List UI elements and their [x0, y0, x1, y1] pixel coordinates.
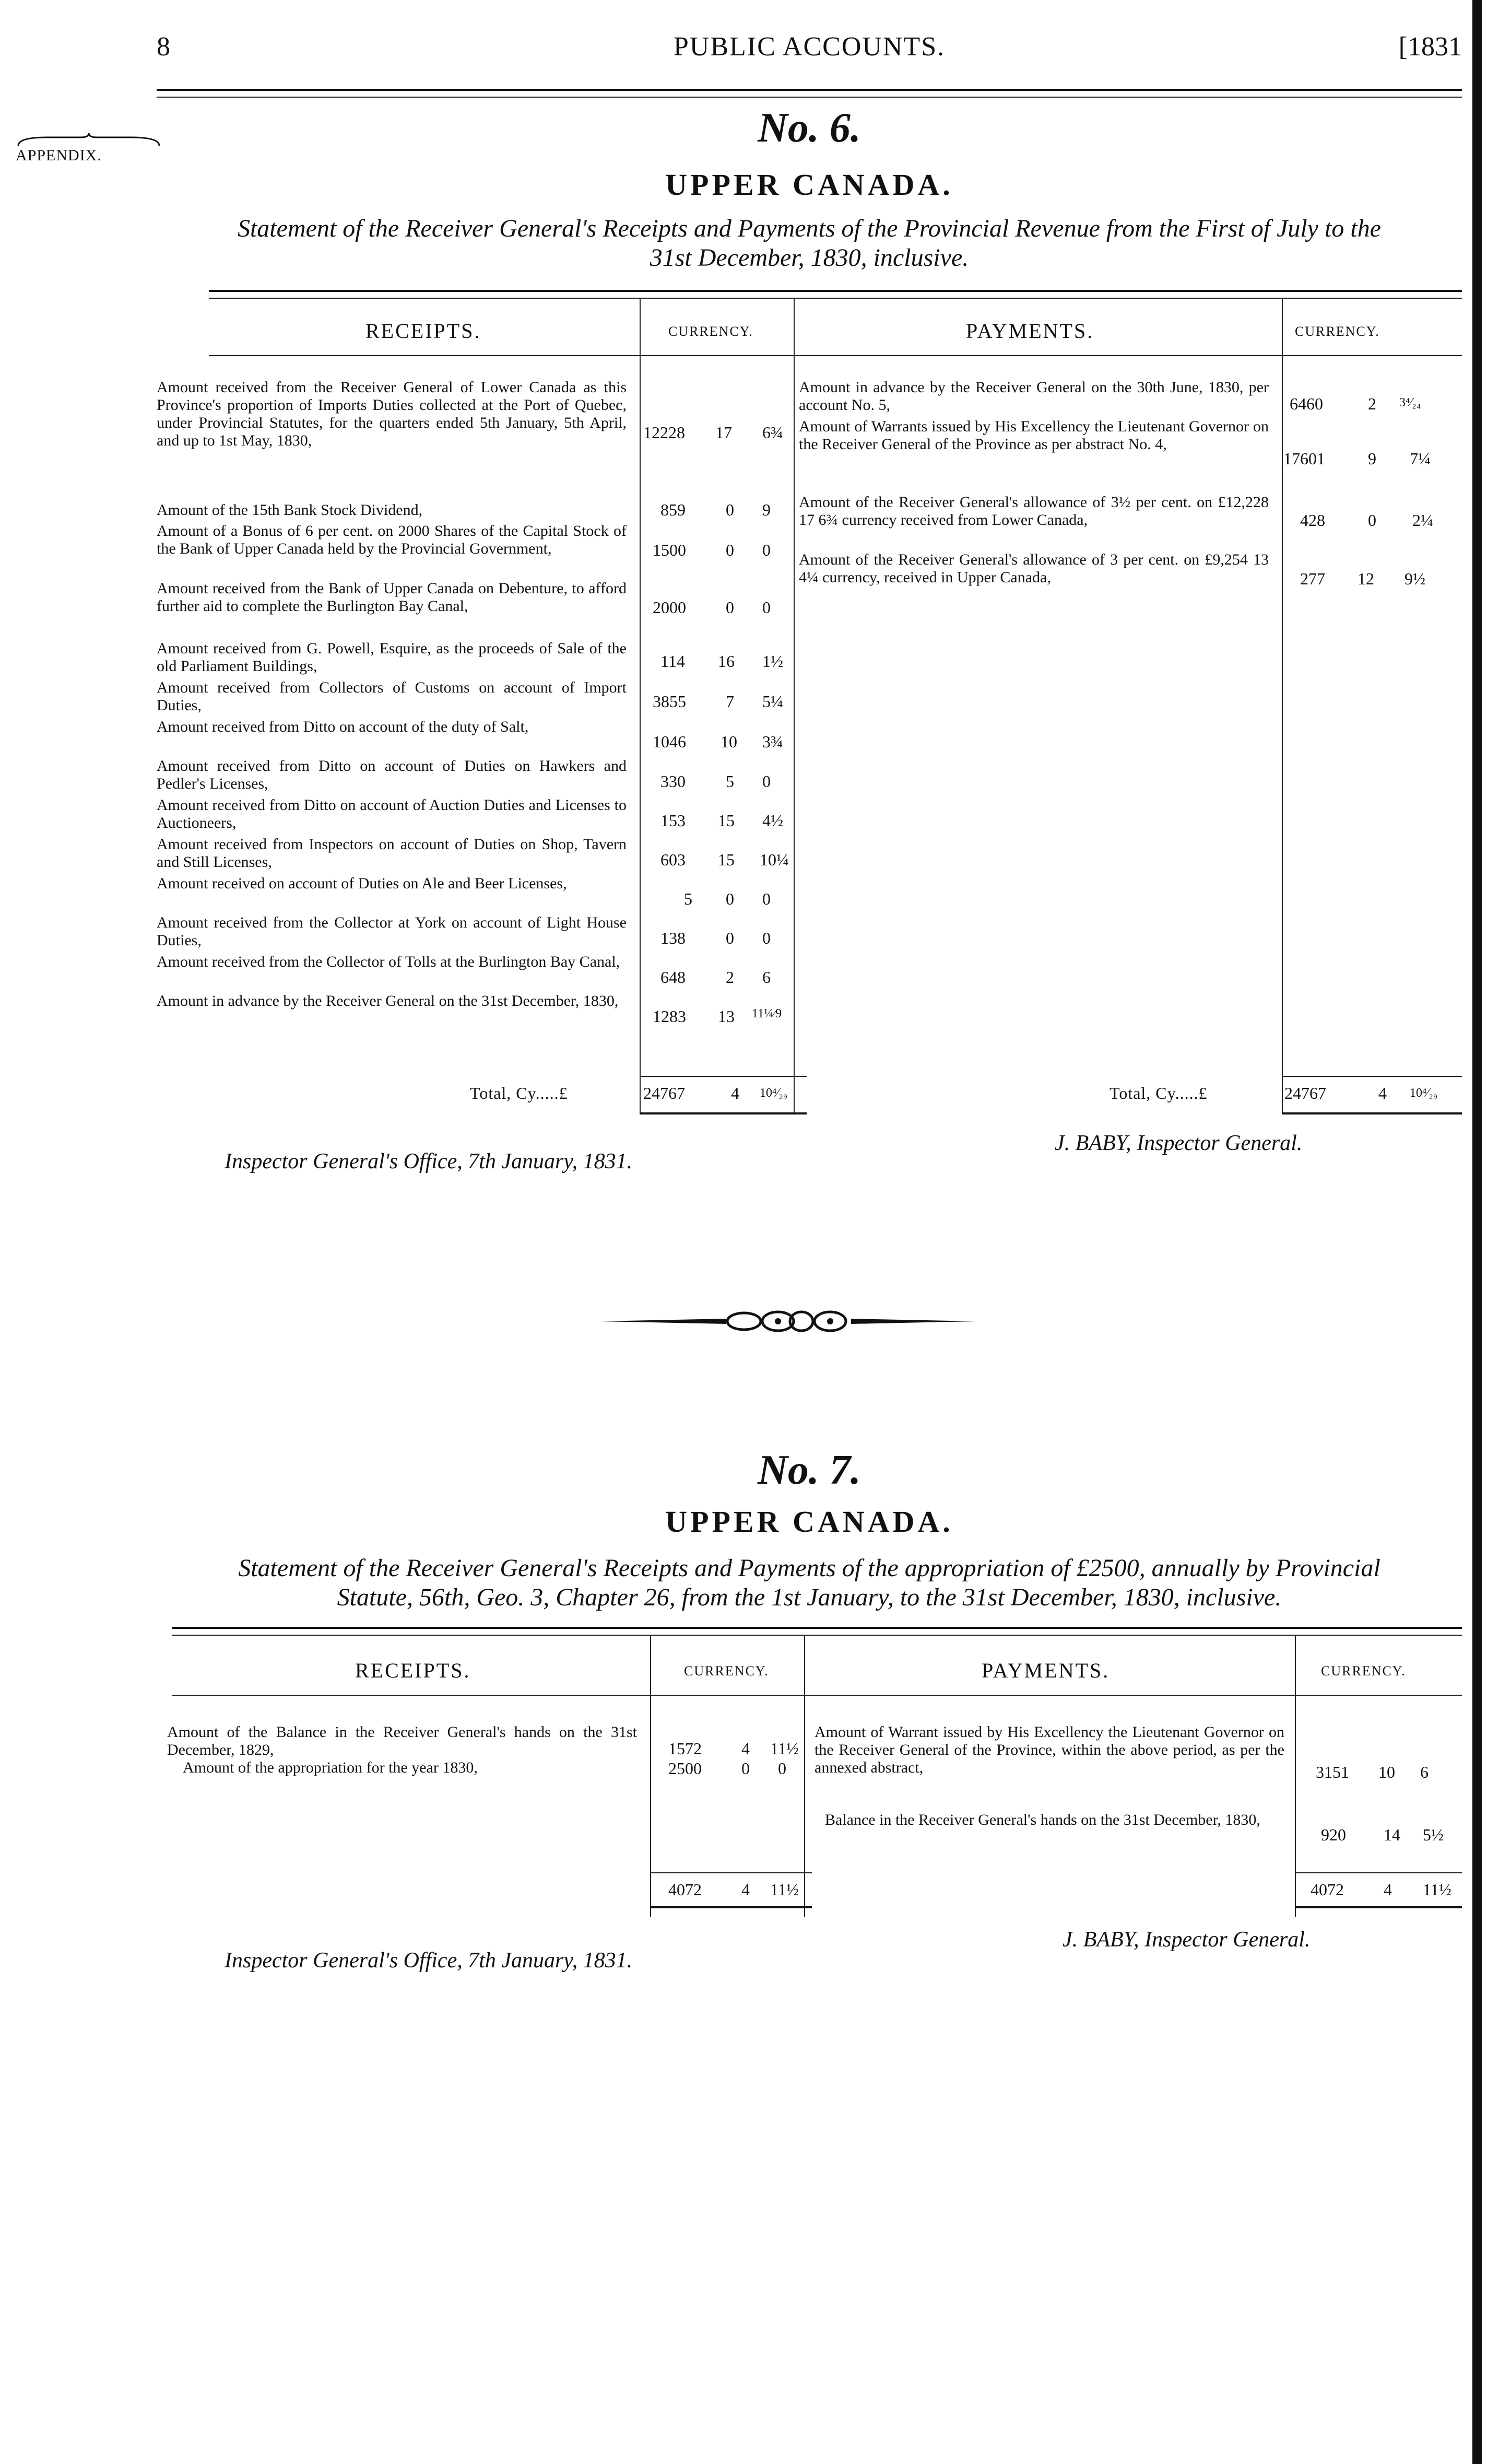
payments-total-label: Total, Cy.....£ [1110, 1084, 1208, 1102]
receipt-pence: 4½ [762, 811, 783, 830]
receipt-shillings: 0 [726, 541, 734, 559]
section-7-table-top-rule-2 [172, 1635, 1462, 1636]
payments-total-rule [1282, 1076, 1462, 1077]
receipt-pence: 3¾ [762, 732, 783, 751]
receipt-pence: 11½ [770, 1739, 799, 1758]
currency-header-right: CURRENCY. [1321, 1663, 1406, 1679]
receipts-total-pounds: 24767 [643, 1084, 685, 1102]
receipt-pence: 0 [762, 598, 771, 617]
payment-pounds: 6460 [1290, 394, 1323, 413]
receipt-pence: 5¼ [762, 692, 783, 711]
currency-header-left: CURRENCY. [684, 1663, 769, 1679]
receipt-shillings: 15 [718, 850, 735, 869]
payment-shillings: 14 [1384, 1825, 1400, 1844]
divider-currency-right [1295, 1635, 1296, 1917]
payment-pounds: 3151 [1316, 1763, 1349, 1781]
receipt-entry: Amount received from G. Powell, Esquire, as the proceeds of Sale of the old Parliament Buildings, [157, 640, 627, 675]
divider-currency-left [650, 1635, 651, 1917]
payment-pounds: 920 [1321, 1825, 1346, 1844]
payments-total-pounds: 4072 [1311, 1880, 1344, 1899]
receipts-total-underline [640, 1112, 807, 1114]
receipt-pounds: 114 [660, 652, 685, 671]
receipt-pence: 10¼ [760, 850, 789, 869]
payment-entry: Amount of Warrants issued by His Excellency the Lieutenant Governor on the Receiver General of the Province as per abstract No. 4, [799, 418, 1269, 453]
receipt-pence: 1½ [762, 652, 783, 671]
receipt-pence: 0 [762, 889, 771, 908]
receipt-shillings: 7 [726, 692, 734, 711]
receipt-pounds: 5 [684, 889, 692, 908]
receipt-pence: 9 [762, 500, 771, 519]
payment-pounds: 277 [1300, 569, 1325, 588]
currency-header-right: CURRENCY. [1295, 324, 1380, 339]
receipt-pounds: 2500 [668, 1759, 702, 1778]
header-rule-2 [157, 97, 1462, 98]
divider-currency-right [1282, 298, 1283, 1112]
receipt-pence: 0 [778, 1759, 786, 1778]
receipt-entry: Amount received on account of Duties on Ale and Beer Licenses, [157, 875, 567, 892]
payment-shillings: 9 [1368, 449, 1376, 468]
receipts-total-rule [640, 1076, 807, 1077]
section-7-table-top-rule [172, 1627, 1462, 1629]
receipt-entry: Amount received from the Collector of Tolls at the Burlington Bay Canal, [157, 953, 620, 970]
section-6-number: No. 6. [758, 105, 861, 151]
payments-total-underline [1295, 1906, 1462, 1908]
section-6-table-top-rule-2 [209, 298, 1462, 299]
receipt-pence: 6 [762, 968, 771, 987]
receipts-total-rule [650, 1872, 812, 1873]
receipt-shillings: 2 [726, 968, 734, 987]
appendix-label: APPENDIX. [16, 133, 162, 165]
appendix-brace-icon [16, 133, 162, 147]
payment-pence: 3⁴⁄₂₄ [1399, 396, 1421, 409]
receipt-pence: 0 [762, 772, 771, 791]
receipt-pounds: 1572 [668, 1739, 702, 1758]
receipt-entry: Amount received from Ditto on account of the duty of Salt, [157, 718, 529, 735]
receipt-pence: 0 [762, 929, 771, 947]
section-7-office-line: Inspector General's Office, 7th January, 1831. [225, 1949, 633, 1973]
receipt-pounds: 1500 [653, 541, 686, 559]
receipt-shillings: 0 [726, 598, 734, 617]
payment-entry: Amount of Warrant issued by His Excellency the Lieutenant Governor on the Receiver General of the Province, within the above period, as per the annexed abstract, [815, 1723, 1284, 1776]
receipt-shillings: 17 [715, 423, 732, 442]
receipt-pounds: 1283 [653, 1007, 686, 1026]
payment-entry: Amount in advance by the Receiver General on the 30th June, 1830, per account No. 5, [799, 379, 1269, 414]
receipts-header: RECEIPTS. [355, 1659, 471, 1682]
header-rule [157, 89, 1462, 91]
receipt-shillings: 0 [726, 500, 734, 519]
receipt-pounds: 603 [660, 850, 686, 869]
payment-pence: 6 [1420, 1763, 1429, 1781]
receipt-shillings: 4 [741, 1739, 750, 1758]
receipt-entry: Amount in advance by the Receiver General on the 31st December, 1830, [157, 992, 619, 1010]
receipt-shillings: 10 [721, 732, 737, 751]
receipt-entry: Amount of the 15th Bank Stock Dividend, [157, 501, 423, 519]
receipt-shillings: 0 [726, 889, 734, 908]
section-6-statement: Statement of the Receiver General's Receipts and Payments of the Provincial Revenue from the First of July to the 31st December, 1830, inclusive. [237, 215, 1382, 272]
receipts-total-shillings: 4 [731, 1084, 739, 1102]
receipt-pence: 0 [762, 541, 771, 559]
payment-pence: 7¼ [1410, 449, 1431, 468]
ornamental-divider-icon [600, 1308, 976, 1334]
receipt-entry: Amount of the appropriation for the year 1830, [183, 1759, 478, 1776]
receipt-entry: Amount received from the Receiver General of Lower Canada as this Province's proportion of Imports Duties collected at the Port of Quebec, under Provincial Statutes, for the quarters ended 5th January, 5th April, and up to 1st May, 1830, [157, 379, 627, 449]
payments-total-shillings: 4 [1378, 1084, 1387, 1102]
payment-shillings: 0 [1368, 511, 1376, 530]
payment-pounds: 428 [1300, 511, 1325, 530]
receipt-shillings: 5 [726, 772, 734, 791]
payments-header: PAYMENTS. [966, 319, 1094, 343]
receipts-header: RECEIPTS. [365, 319, 481, 343]
divider-payments [804, 1635, 805, 1917]
receipt-pounds: 138 [660, 929, 686, 947]
payment-pence: 9½ [1404, 569, 1425, 588]
receipt-entry: Amount received from the Collector at York on account of Light House Duties, [157, 914, 627, 949]
payments-total-pence: 10⁴⁄₂₉ [1410, 1086, 1438, 1100]
divider-payments [794, 298, 795, 1112]
receipt-entry: Amount received from the Bank of Upper Canada on Debenture, to afford further aid to complete the Burlington Bay Canal, [157, 580, 627, 615]
receipts-total-pence: 10⁴⁄₂₉ [760, 1086, 788, 1100]
payment-shillings: 12 [1358, 569, 1374, 588]
section-7-signature: J. BABY, Inspector General. [1063, 1928, 1311, 1952]
section-7-header-rule [172, 1695, 1462, 1696]
receipt-pounds: 1046 [653, 732, 686, 751]
payment-pounds: 17601 [1283, 449, 1325, 468]
page-number: 8 [157, 32, 170, 62]
section-6-signature: J. BABY, Inspector General. [1055, 1131, 1303, 1155]
receipt-shillings: 16 [718, 652, 735, 671]
running-title: PUBLIC ACCOUNTS. [673, 32, 946, 62]
section-7-number: No. 7. [758, 1447, 861, 1493]
page-edge-bar [1472, 0, 1482, 2464]
receipts-total-shillings: 4 [741, 1880, 750, 1899]
receipt-pence: 6¾ [762, 423, 783, 442]
receipt-entry: Amount received from Collectors of Customs on account of Import Duties, [157, 679, 627, 714]
receipt-entry: Amount received from Ditto on account of Duties on Hawkers and Pedler's Licenses, [157, 757, 627, 792]
receipt-pounds: 648 [660, 968, 686, 987]
receipt-entry: Amount of a Bonus of 6 per cent. on 2000 Shares of the Capital Stock of the Bank of Upper Canada held by the Provincial Government, [157, 522, 627, 557]
receipt-pounds: 859 [660, 500, 686, 519]
section-6-header-rule [209, 355, 1462, 356]
receipts-total-underline [650, 1906, 812, 1908]
payments-total-underline [1282, 1112, 1462, 1114]
section-6-table-top-rule [209, 290, 1462, 292]
payment-entry: Balance in the Receiver General's hands on the 31st December, 1830, [825, 1811, 1260, 1828]
receipt-pounds: 12228 [643, 423, 685, 442]
receipt-pounds: 2000 [653, 598, 686, 617]
payment-shillings: 2 [1368, 394, 1376, 413]
receipt-shillings: 15 [718, 811, 735, 830]
receipt-shillings: 0 [726, 929, 734, 947]
payment-shillings: 10 [1378, 1763, 1395, 1781]
receipt-entry: Amount received from Inspectors on account of Duties on Shop, Tavern and Still Licenses, [157, 836, 627, 871]
payments-total-pounds: 24767 [1284, 1084, 1326, 1102]
receipt-shillings: 13 [718, 1007, 735, 1026]
section-6-title: UPPER CANADA. [665, 168, 953, 202]
section-7-statement: Statement of the Receiver General's Receipts and Payments of the appropriation of £2500, annually by Provincial Statute, 56th, Geo. 3, Chapter 26, from the 1st January, to the 31st December, 1830, inclusive. [238, 1554, 1380, 1611]
section-6-office-line: Inspector General's Office, 7th January, 1831. [225, 1149, 633, 1174]
divider-currency-left [640, 298, 641, 1112]
payment-entry: Amount of the Receiver General's allowance of 3 per cent. on £9,254 13 4¼ currency, received in Upper Canada, [799, 551, 1269, 586]
payments-total-pence: 11½ [1423, 1880, 1451, 1899]
payment-entry: Amount of the Receiver General's allowance of 3½ per cent. on £12,228 17 6¾ currency received from Lower Canada, [799, 494, 1269, 529]
receipt-pounds: 153 [660, 811, 686, 830]
section-7-title: UPPER CANADA. [665, 1505, 953, 1539]
receipt-entry: Amount of the Balance in the Receiver General's hands on the 31st December, 1829, [167, 1723, 637, 1758]
receipt-pence: 11¼⁄9 [752, 1007, 782, 1020]
receipt-pounds: 3855 [653, 692, 686, 711]
payments-total-rule [1295, 1872, 1462, 1873]
payment-pence: 2¼ [1412, 511, 1433, 530]
receipts-total-pence: 11½ [770, 1880, 799, 1899]
receipt-shillings: 0 [741, 1759, 750, 1778]
receipt-entry: Amount received from Ditto on account of Auction Duties and Licenses to Auctioneers, [157, 796, 627, 831]
currency-header-left: CURRENCY. [668, 324, 753, 339]
page-header [157, 31, 1462, 78]
year-tag: [1831 [1398, 32, 1462, 62]
receipts-total-label: Total, Cy.....£ [470, 1084, 568, 1102]
receipts-total-pounds: 4072 [668, 1880, 702, 1899]
receipt-pounds: 330 [660, 772, 686, 791]
payment-pence: 5½ [1423, 1825, 1444, 1844]
payments-total-shillings: 4 [1384, 1880, 1392, 1899]
payments-header: PAYMENTS. [982, 1659, 1110, 1682]
